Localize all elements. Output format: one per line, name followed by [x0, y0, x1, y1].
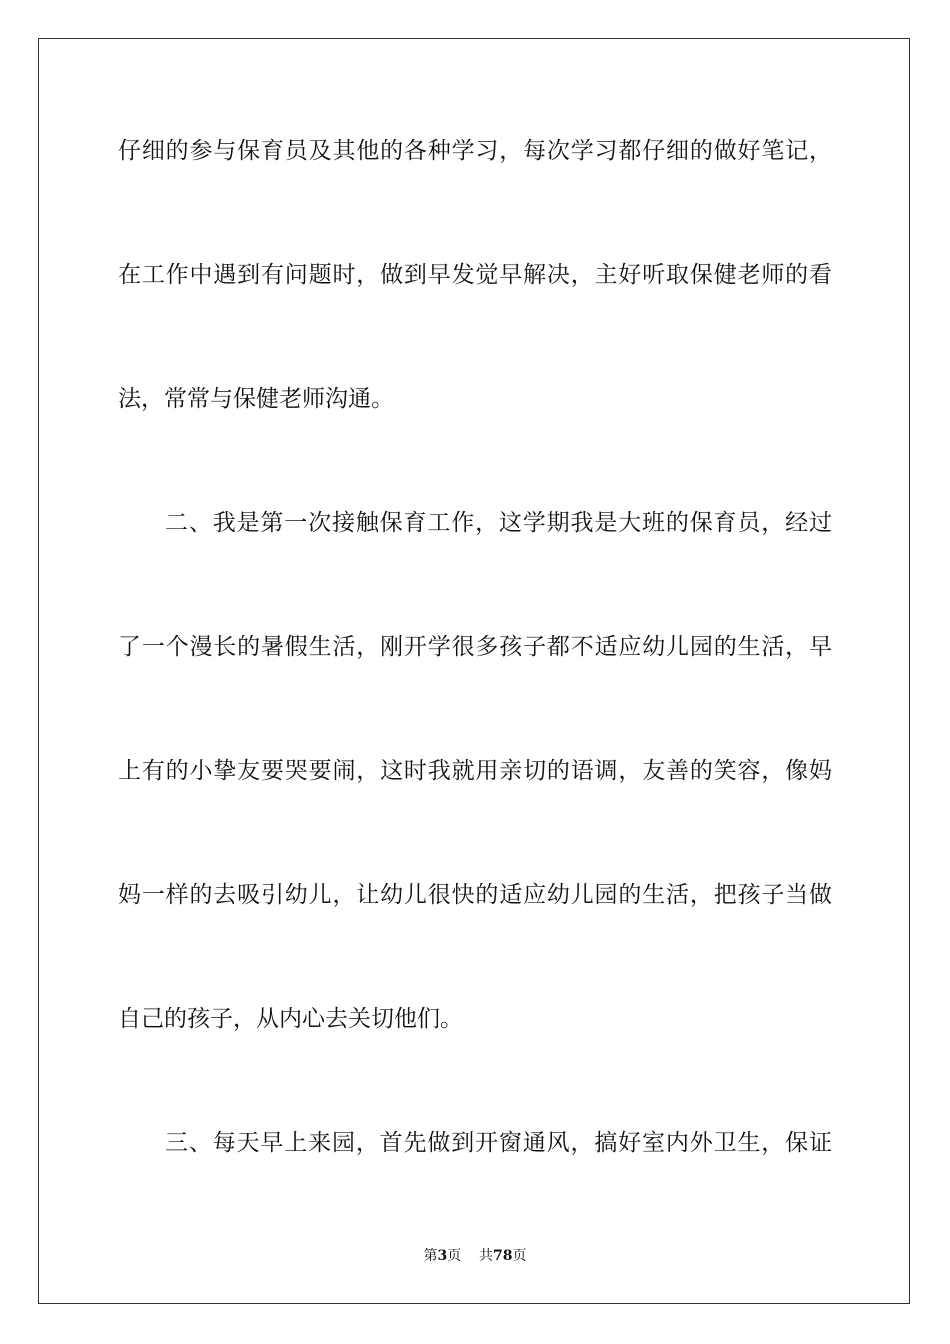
paragraph-line: 三、每天早上来园，首先做到开窗通风，搞好室内外卫生，保证 — [165, 1130, 832, 1156]
total-prefix: 共 — [479, 1248, 494, 1264]
total-suffix: 页 — [512, 1248, 527, 1264]
page-suffix: 页 — [447, 1248, 462, 1264]
page-border — [38, 38, 910, 1304]
paragraph-line: 在工作中遇到有问题时，做到早发觉早解决，主好听取保健老师的看 — [118, 262, 832, 288]
paragraph-line: 仔细的参与保育员及其他的各种学习，每次学习都仔细的做好笔记， — [118, 138, 832, 164]
paragraph-line: 妈一样的去吸引幼儿，让幼儿很快的适应幼儿园的生活，把孩子当做 — [118, 882, 832, 908]
page-prefix: 第 — [423, 1248, 438, 1264]
paragraph-line: 了一个漫长的暑假生活，刚开学很多孩子都不适应幼儿园的生活，早 — [118, 634, 832, 660]
page-footer — [0, 1245, 950, 1265]
paragraph-line: 自己的孩子，从内心去关切他们。 — [118, 1006, 463, 1032]
paragraph-line: 上有的小挚友要哭要闹，这时我就用亲切的语调，友善的笑容，像妈 — [118, 758, 832, 784]
total-pages: 78 — [493, 1248, 513, 1264]
paragraph-line: 法，常常与保健老师沟通。 — [118, 386, 394, 412]
paragraph-line: 二、我是第一次接触保育工作，这学期我是大班的保育员，经过 — [165, 510, 832, 536]
page-number: 3 — [437, 1248, 448, 1264]
